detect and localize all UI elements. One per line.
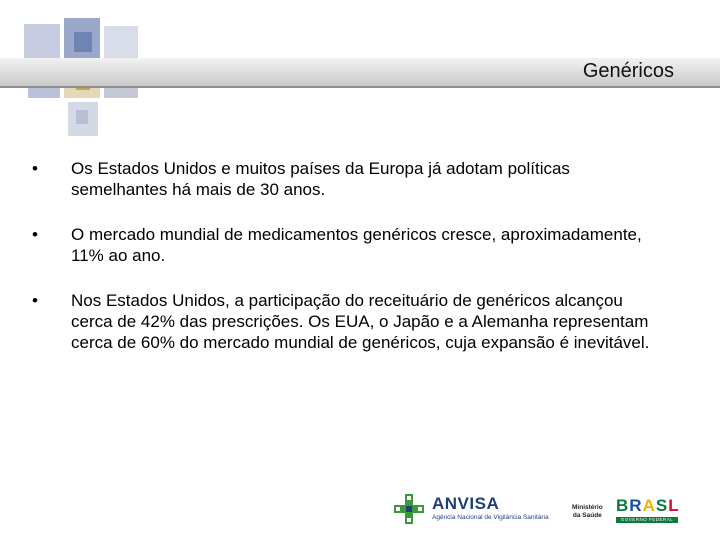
bullet-marker: • <box>32 291 38 310</box>
bullet-text: O mercado mundial de medicamentos genéricos cresce, aproximadamente, 11% ao ano. <box>71 225 642 265</box>
bullet-marker: • <box>32 159 38 178</box>
bullet-text: Nos Estados Unidos, a participação do receituário de genéricos alcançou cerca de 42% das prescrições. Os EUA, o Japão e a Alemanha representam cerca de 60% do mercado mundial de genéricos, cuja expansão é inevitável. <box>71 291 650 352</box>
header-divider <box>0 86 720 88</box>
list-item <box>30 224 670 266</box>
bullet-marker: • <box>32 225 38 244</box>
governo-federal-label: GOVERNO FEDERAL <box>616 517 678 523</box>
footer-logos <box>388 488 688 530</box>
anvisa-cross-icon <box>392 492 426 526</box>
brasil-governo-logo: BRASL GOVERNO FEDERAL <box>616 496 680 522</box>
list-item <box>30 158 670 200</box>
slide-title: Genéricos <box>582 60 674 82</box>
bullet-list <box>30 158 670 377</box>
list-item <box>30 290 670 353</box>
ministerio-label: Ministério da Saúde <box>572 504 603 519</box>
bullet-text: Os Estados Unidos e muitos países da Europa já adotam políticas semelhantes há mais de 30 anos. <box>71 159 570 199</box>
anvisa-logo-text: ANVISA <box>432 494 500 513</box>
anvisa-subtitle: Agência Nacional de Vigilância Sanitária <box>432 514 549 521</box>
